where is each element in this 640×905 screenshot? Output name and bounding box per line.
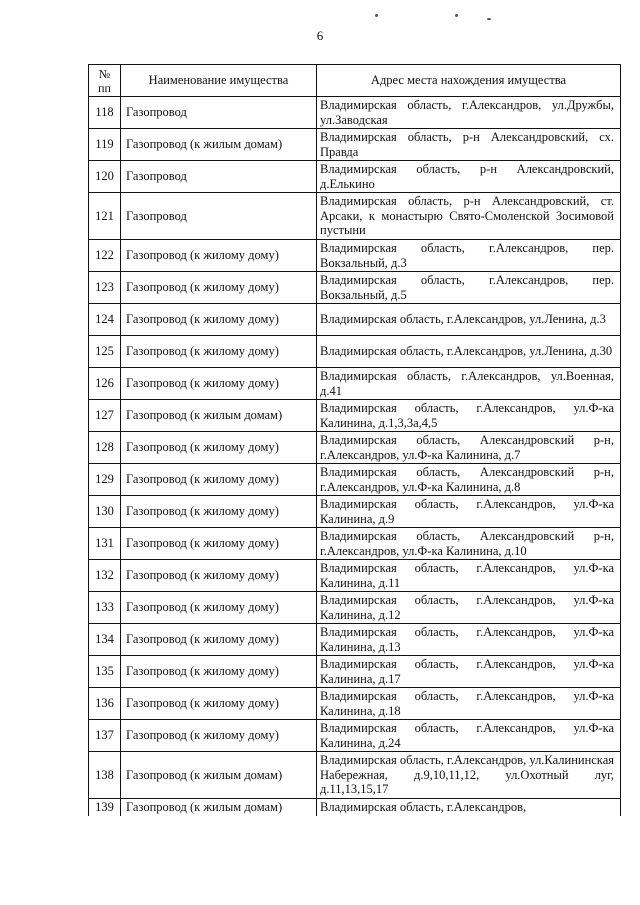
row-name: Газопровод (к жилому дому) bbox=[121, 304, 317, 336]
row-address: Владимирская область, г.Александров, bbox=[317, 799, 621, 816]
row-address: Владимирская область, р-н Александровский, ст. Арсаки, к монастырю Свято-Смоленской Зосимовой пустыни bbox=[317, 193, 621, 240]
row-address: Владимирская область, г.Александров, ул.Ф-ка Калинина, д.11 bbox=[317, 560, 621, 592]
header-name: Наименование имущества bbox=[121, 65, 317, 97]
row-address: Владимирская область, г.Александров, ул.Военная, д.41 bbox=[317, 368, 621, 400]
row-name: Газопровод (к жилому дому) bbox=[121, 368, 317, 400]
table-row bbox=[89, 496, 621, 528]
row-address: Владимирская область, г.Александров, ул.Ленина, д.3 bbox=[317, 304, 621, 336]
table-row bbox=[89, 624, 621, 656]
table-row bbox=[89, 528, 621, 560]
row-number: 127 bbox=[89, 400, 121, 432]
row-number: 133 bbox=[89, 592, 121, 624]
row-name: Газопровод (к жилому дому) bbox=[121, 560, 317, 592]
row-name: Газопровод (к жилому дому) bbox=[121, 272, 317, 304]
row-name: Газопровод bbox=[121, 97, 317, 129]
table-row bbox=[89, 336, 621, 368]
row-number: 119 bbox=[89, 129, 121, 161]
table-row bbox=[89, 720, 621, 752]
row-address: Владимирская область, г.Александров, ул.Ф-ка Калинина, д.13 bbox=[317, 624, 621, 656]
property-table bbox=[88, 64, 621, 816]
row-number: 132 bbox=[89, 560, 121, 592]
scan-speck bbox=[455, 14, 458, 17]
table-row bbox=[89, 272, 621, 304]
row-name: Газопровод (к жилому дому) bbox=[121, 720, 317, 752]
row-address: Владимирская область, р-н Александровский, сх. Правда bbox=[317, 129, 621, 161]
row-name: Газопровод (к жилому дому) bbox=[121, 528, 317, 560]
row-address: Владимирская область, г.Александров, ул.Ф-ка Калинина, д.9 bbox=[317, 496, 621, 528]
row-number: 126 bbox=[89, 368, 121, 400]
row-number: 137 bbox=[89, 720, 121, 752]
row-address: Владимирская область, г.Александров, ул.Ф-ка Калинина, д.1,3,3а,4,5 bbox=[317, 400, 621, 432]
row-name: Газопровод (к жилым домам) bbox=[121, 799, 317, 816]
table-row bbox=[89, 799, 621, 816]
table-row bbox=[89, 193, 621, 240]
row-name: Газопровод (к жилым домам) bbox=[121, 752, 317, 799]
row-number: 118 bbox=[89, 97, 121, 129]
row-number: 128 bbox=[89, 432, 121, 464]
row-number: 130 bbox=[89, 496, 121, 528]
table-row bbox=[89, 400, 621, 432]
page-number: 6 bbox=[316, 28, 324, 43]
row-address: Владимирская область, г.Александров, ул.Ф-ка Калинина, д.18 bbox=[317, 688, 621, 720]
table-row bbox=[89, 688, 621, 720]
table-row bbox=[89, 240, 621, 272]
table-row bbox=[89, 464, 621, 496]
row-address: Владимирская область, р-н Александровский, д.Елькино bbox=[317, 161, 621, 193]
table-row bbox=[89, 592, 621, 624]
row-number: 129 bbox=[89, 464, 121, 496]
row-address: Владимирская область, г.Александров, ул.Ф-ка Калинина, д.17 bbox=[317, 656, 621, 688]
row-address: Владимирская область, г.Александров, пер. Вокзальный, д.5 bbox=[317, 272, 621, 304]
row-name: Газопровод (к жилому дому) bbox=[121, 464, 317, 496]
table-row bbox=[89, 161, 621, 193]
row-number: 123 bbox=[89, 272, 121, 304]
row-address: Владимирская область, г.Александров, ул.Ленина, д.30 bbox=[317, 336, 621, 368]
table-row bbox=[89, 304, 621, 336]
row-number: 135 bbox=[89, 656, 121, 688]
row-name: Газопровод bbox=[121, 193, 317, 240]
table-row bbox=[89, 129, 621, 161]
row-number: 136 bbox=[89, 688, 121, 720]
scan-speck bbox=[375, 14, 378, 17]
header-num: № пп bbox=[89, 65, 121, 97]
row-address: Владимирская область, г.Александров, ул.Ф-ка Калинина, д.24 bbox=[317, 720, 621, 752]
row-name: Газопровод (к жилому дому) bbox=[121, 624, 317, 656]
table-row bbox=[89, 752, 621, 799]
table-row bbox=[89, 97, 621, 129]
table-row bbox=[89, 432, 621, 464]
row-address: Владимирская область, г.Александров, ул.Калининская Набережная, д.9,10,11,12, ул.Охотный луг, д.11,13,15,17 bbox=[317, 752, 621, 799]
row-name: Газопровод (к жилому дому) bbox=[121, 496, 317, 528]
row-address: Владимирская область, г.Александров, ул.Дружбы, ул.Заводская bbox=[317, 97, 621, 129]
row-address: Владимирская область, Александровский р-н, г.Александров, ул.Ф-ка Калинина, д.7 bbox=[317, 432, 621, 464]
table-row bbox=[89, 560, 621, 592]
row-name: Газопровод (к жилому дому) bbox=[121, 432, 317, 464]
table-row bbox=[89, 656, 621, 688]
row-number: 121 bbox=[89, 193, 121, 240]
row-number: 125 bbox=[89, 336, 121, 368]
row-number: 134 bbox=[89, 624, 121, 656]
table-row bbox=[89, 368, 621, 400]
row-name: Газопровод (к жилым домам) bbox=[121, 129, 317, 161]
row-name: Газопровод (к жилому дому) bbox=[121, 240, 317, 272]
row-name: Газопровод (к жилому дому) bbox=[121, 592, 317, 624]
row-address: Владимирская область, г.Александров, ул.Ф-ка Калинина, д.12 bbox=[317, 592, 621, 624]
row-number: 120 bbox=[89, 161, 121, 193]
row-address: Владимирская область, г.Александров, пер. Вокзальный, д.3 bbox=[317, 240, 621, 272]
row-number: 131 bbox=[89, 528, 121, 560]
row-name: Газопровод (к жилому дому) bbox=[121, 656, 317, 688]
row-number: 138 bbox=[89, 752, 121, 799]
scan-speck bbox=[487, 18, 491, 20]
row-number: 122 bbox=[89, 240, 121, 272]
row-name: Газопровод (к жилому дому) bbox=[121, 688, 317, 720]
row-number: 124 bbox=[89, 304, 121, 336]
row-name: Газопровод bbox=[121, 161, 317, 193]
row-address: Владимирская область, Александровский р-н, г.Александров, ул.Ф-ка Калинина, д.8 bbox=[317, 464, 621, 496]
table-header-row bbox=[89, 65, 621, 97]
row-name: Газопровод (к жилым домам) bbox=[121, 400, 317, 432]
row-number: 139 bbox=[89, 799, 121, 816]
row-address: Владимирская область, Александровский р-н, г.Александров, ул.Ф-ка Калинина, д.10 bbox=[317, 528, 621, 560]
row-name: Газопровод (к жилому дому) bbox=[121, 336, 317, 368]
header-address: Адрес места нахождения имущества bbox=[317, 65, 621, 97]
